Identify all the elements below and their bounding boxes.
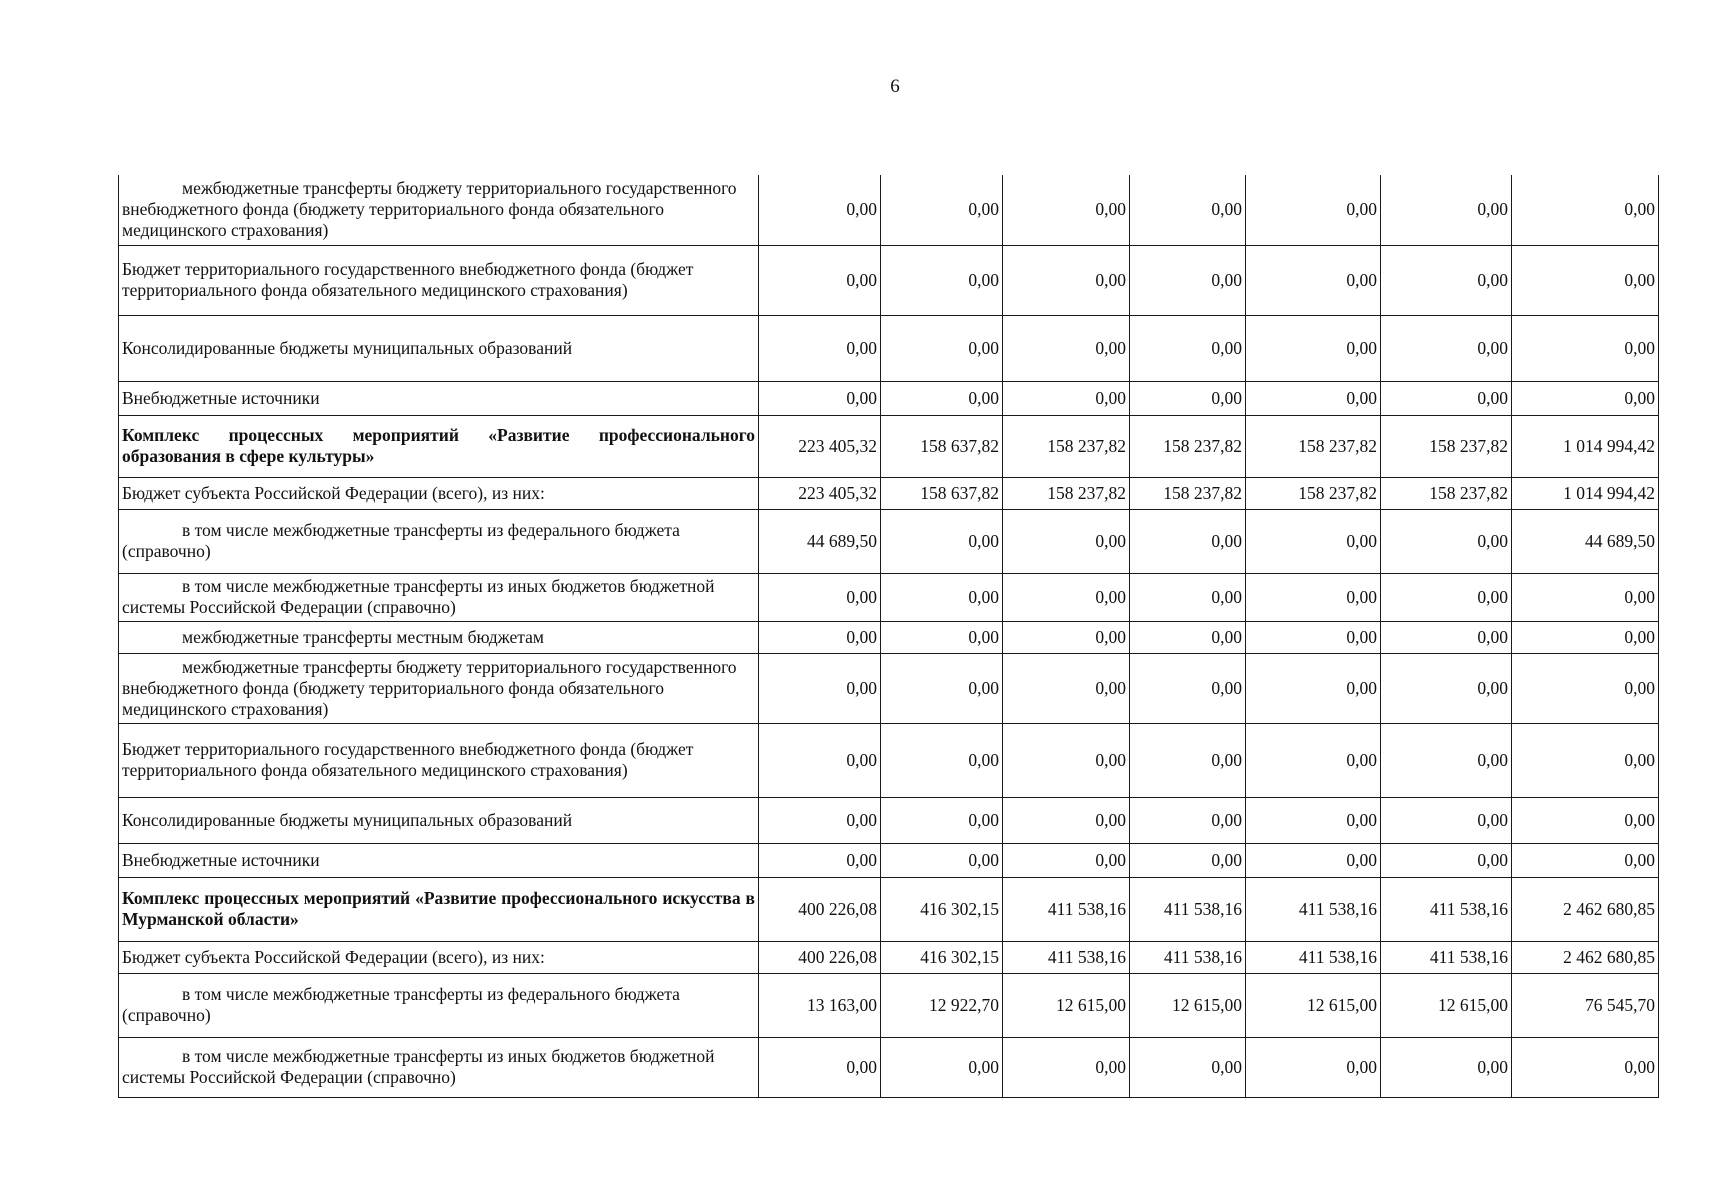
value-cell: 416 302,15 (881, 877, 1003, 941)
value-cell: 0,00 (1130, 245, 1246, 315)
table-row (119, 381, 1659, 415)
table-row (119, 573, 1659, 621)
value-cell: 0,00 (1512, 315, 1659, 381)
value-cell: 0,00 (1246, 1037, 1381, 1097)
value-cell: 0,00 (1130, 653, 1246, 723)
value-cell: 411 538,16 (1003, 877, 1130, 941)
value-cell: 400 226,08 (759, 877, 881, 941)
value-cell: 0,00 (1512, 797, 1659, 843)
value-cell: 411 538,16 (1003, 941, 1130, 973)
table-row (119, 941, 1659, 973)
value-cell: 0,00 (1246, 245, 1381, 315)
value-cell: 0,00 (1381, 621, 1512, 653)
value-cell: 158 237,82 (1381, 477, 1512, 509)
value-cell: 12 922,70 (881, 973, 1003, 1037)
value-cell: 0,00 (1130, 175, 1246, 245)
value-cell: 0,00 (881, 723, 1003, 797)
value-cell: 0,00 (881, 573, 1003, 621)
value-cell: 0,00 (881, 245, 1003, 315)
value-cell: 12 615,00 (1130, 973, 1246, 1037)
value-cell: 0,00 (1130, 381, 1246, 415)
value-cell: 76 545,70 (1512, 973, 1659, 1037)
row-label: Консолидированные бюджеты муниципальных образований (119, 797, 759, 843)
value-cell: 411 538,16 (1381, 941, 1512, 973)
value-cell: 223 405,32 (759, 415, 881, 477)
value-cell: 158 637,82 (881, 477, 1003, 509)
value-cell: 0,00 (881, 621, 1003, 653)
value-cell: 0,00 (1381, 797, 1512, 843)
value-cell: 1 014 994,42 (1512, 477, 1659, 509)
value-cell: 158 237,82 (1003, 415, 1130, 477)
value-cell: 158 237,82 (1246, 477, 1381, 509)
table-row-section (119, 415, 1659, 477)
value-cell: 0,00 (1246, 315, 1381, 381)
value-cell: 0,00 (1381, 723, 1512, 797)
value-cell: 0,00 (1003, 245, 1130, 315)
value-cell: 0,00 (881, 381, 1003, 415)
value-cell: 0,00 (759, 381, 881, 415)
value-cell: 0,00 (1003, 653, 1130, 723)
row-label: в том числе межбюджетные трансферты из иных бюджетов бюджетной системы Российской Федерации (справочно) (119, 1037, 759, 1097)
value-cell: 0,00 (1003, 315, 1130, 381)
value-cell: 0,00 (1512, 573, 1659, 621)
value-cell: 411 538,16 (1381, 877, 1512, 941)
value-cell: 411 538,16 (1246, 941, 1381, 973)
value-cell: 0,00 (1512, 245, 1659, 315)
value-cell: 0,00 (1003, 723, 1130, 797)
value-cell: 0,00 (759, 797, 881, 843)
table-row (119, 797, 1659, 843)
value-cell: 0,00 (881, 175, 1003, 245)
table-row (119, 973, 1659, 1037)
value-cell: 0,00 (881, 797, 1003, 843)
value-cell: 0,00 (1381, 1037, 1512, 1097)
value-cell: 0,00 (1130, 1037, 1246, 1097)
value-cell: 0,00 (1003, 573, 1130, 621)
value-cell: 0,00 (1246, 573, 1381, 621)
value-cell: 0,00 (1130, 723, 1246, 797)
value-cell: 2 462 680,85 (1512, 877, 1659, 941)
value-cell: 12 615,00 (1381, 973, 1512, 1037)
value-cell: 0,00 (1381, 509, 1512, 573)
value-cell: 12 615,00 (1003, 973, 1130, 1037)
row-label: межбюджетные трансферты местным бюджетам (119, 621, 759, 653)
value-cell: 0,00 (759, 175, 881, 245)
value-cell: 0,00 (1130, 573, 1246, 621)
row-label: межбюджетные трансферты бюджету территориального государственного внебюджетного фонда (бюджету территориального фонда обязательного медицинского страхования) (119, 175, 759, 245)
value-cell: 158 237,82 (1003, 477, 1130, 509)
table-row (119, 653, 1659, 723)
value-cell: 158 237,82 (1130, 415, 1246, 477)
row-label: в том числе межбюджетные трансферты из федерального бюджета (справочно) (119, 973, 759, 1037)
row-label: в том числе межбюджетные трансферты из федерального бюджета (справочно) (119, 509, 759, 573)
row-label: Консолидированные бюджеты муниципальных образований (119, 315, 759, 381)
value-cell: 223 405,32 (759, 477, 881, 509)
table-row (119, 175, 1659, 245)
value-cell: 0,00 (1003, 621, 1130, 653)
value-cell: 0,00 (1512, 1037, 1659, 1097)
value-cell: 416 302,15 (881, 941, 1003, 973)
value-cell: 0,00 (1003, 509, 1130, 573)
table-row (119, 843, 1659, 877)
value-cell: 0,00 (1381, 315, 1512, 381)
value-cell: 0,00 (1130, 509, 1246, 573)
value-cell: 0,00 (759, 723, 881, 797)
table-body (119, 175, 1659, 1097)
table-row (119, 477, 1659, 509)
value-cell: 0,00 (881, 315, 1003, 381)
value-cell: 0,00 (1130, 797, 1246, 843)
value-cell: 0,00 (759, 315, 881, 381)
value-cell: 400 226,08 (759, 941, 881, 973)
value-cell: 12 615,00 (1246, 973, 1381, 1037)
value-cell: 0,00 (1381, 245, 1512, 315)
value-cell: 0,00 (1130, 315, 1246, 381)
row-label: Комплекс процессных мероприятий «Развитие профессионального искусства в Мурманской области» (119, 877, 759, 941)
value-cell: 0,00 (1003, 1037, 1130, 1097)
value-cell: 0,00 (1512, 381, 1659, 415)
value-cell: 158 237,82 (1130, 477, 1246, 509)
value-cell: 411 538,16 (1130, 877, 1246, 941)
value-cell: 0,00 (1246, 653, 1381, 723)
value-cell: 0,00 (759, 245, 881, 315)
value-cell: 0,00 (1381, 653, 1512, 723)
row-label: Бюджет субъекта Российской Федерации (всего), из них: (119, 477, 759, 509)
value-cell: 0,00 (1130, 843, 1246, 877)
value-cell: 0,00 (1003, 843, 1130, 877)
table-row (119, 509, 1659, 573)
value-cell: 411 538,16 (1246, 877, 1381, 941)
value-cell: 0,00 (1246, 723, 1381, 797)
page-number: 6 (890, 76, 900, 97)
table-row (119, 1037, 1659, 1097)
table-row (119, 245, 1659, 315)
value-cell: 0,00 (1381, 573, 1512, 621)
value-cell: 0,00 (1381, 175, 1512, 245)
value-cell: 0,00 (1003, 175, 1130, 245)
value-cell: 0,00 (1381, 843, 1512, 877)
row-label: в том числе межбюджетные трансферты из иных бюджетов бюджетной системы Российской Федерации (справочно) (119, 573, 759, 621)
value-cell: 158 637,82 (881, 415, 1003, 477)
value-cell: 158 237,82 (1381, 415, 1512, 477)
row-label: Бюджет субъекта Российской Федерации (всего), из них: (119, 941, 759, 973)
value-cell: 158 237,82 (1246, 415, 1381, 477)
value-cell: 1 014 994,42 (1512, 415, 1659, 477)
value-cell: 2 462 680,85 (1512, 941, 1659, 973)
value-cell: 0,00 (1512, 621, 1659, 653)
value-cell: 0,00 (1512, 175, 1659, 245)
value-cell: 0,00 (1246, 797, 1381, 843)
budget-table (118, 175, 1659, 1098)
value-cell: 0,00 (881, 1037, 1003, 1097)
value-cell: 0,00 (759, 573, 881, 621)
value-cell: 0,00 (1246, 843, 1381, 877)
table-row (119, 621, 1659, 653)
value-cell: 0,00 (1246, 381, 1381, 415)
value-cell: 0,00 (1003, 797, 1130, 843)
value-cell: 0,00 (881, 509, 1003, 573)
row-label: Бюджет территориального государственного внебюджетного фонда (бюджет территориального фонда обязательного медицинского страхования) (119, 245, 759, 315)
value-cell: 0,00 (1512, 653, 1659, 723)
row-label: межбюджетные трансферты бюджету территориального государственного внебюджетного фонда (бюджету территориального фонда обязательного медицинского страхования) (119, 653, 759, 723)
row-label: Комплекс процессных мероприятий «Развитие профессионального образования в сфере культуры» (119, 415, 759, 477)
value-cell: 0,00 (1512, 843, 1659, 877)
value-cell: 44 689,50 (759, 509, 881, 573)
value-cell: 0,00 (1512, 723, 1659, 797)
row-label: Бюджет территориального государственного внебюджетного фонда (бюджет территориального фонда обязательного медицинского страхования) (119, 723, 759, 797)
table-row (119, 315, 1659, 381)
value-cell: 0,00 (759, 1037, 881, 1097)
value-cell: 0,00 (1246, 621, 1381, 653)
value-cell: 44 689,50 (1512, 509, 1659, 573)
value-cell: 13 163,00 (759, 973, 881, 1037)
value-cell: 0,00 (1246, 509, 1381, 573)
value-cell: 0,00 (881, 653, 1003, 723)
row-label: Внебюджетные источники (119, 381, 759, 415)
value-cell: 411 538,16 (1130, 941, 1246, 973)
value-cell: 0,00 (881, 843, 1003, 877)
value-cell: 0,00 (759, 843, 881, 877)
row-label: Внебюджетные источники (119, 843, 759, 877)
value-cell: 0,00 (1381, 381, 1512, 415)
table-row-section (119, 877, 1659, 941)
table-row (119, 723, 1659, 797)
value-cell: 0,00 (1003, 381, 1130, 415)
value-cell: 0,00 (759, 621, 881, 653)
value-cell: 0,00 (759, 653, 881, 723)
value-cell: 0,00 (1130, 621, 1246, 653)
value-cell: 0,00 (1246, 175, 1381, 245)
